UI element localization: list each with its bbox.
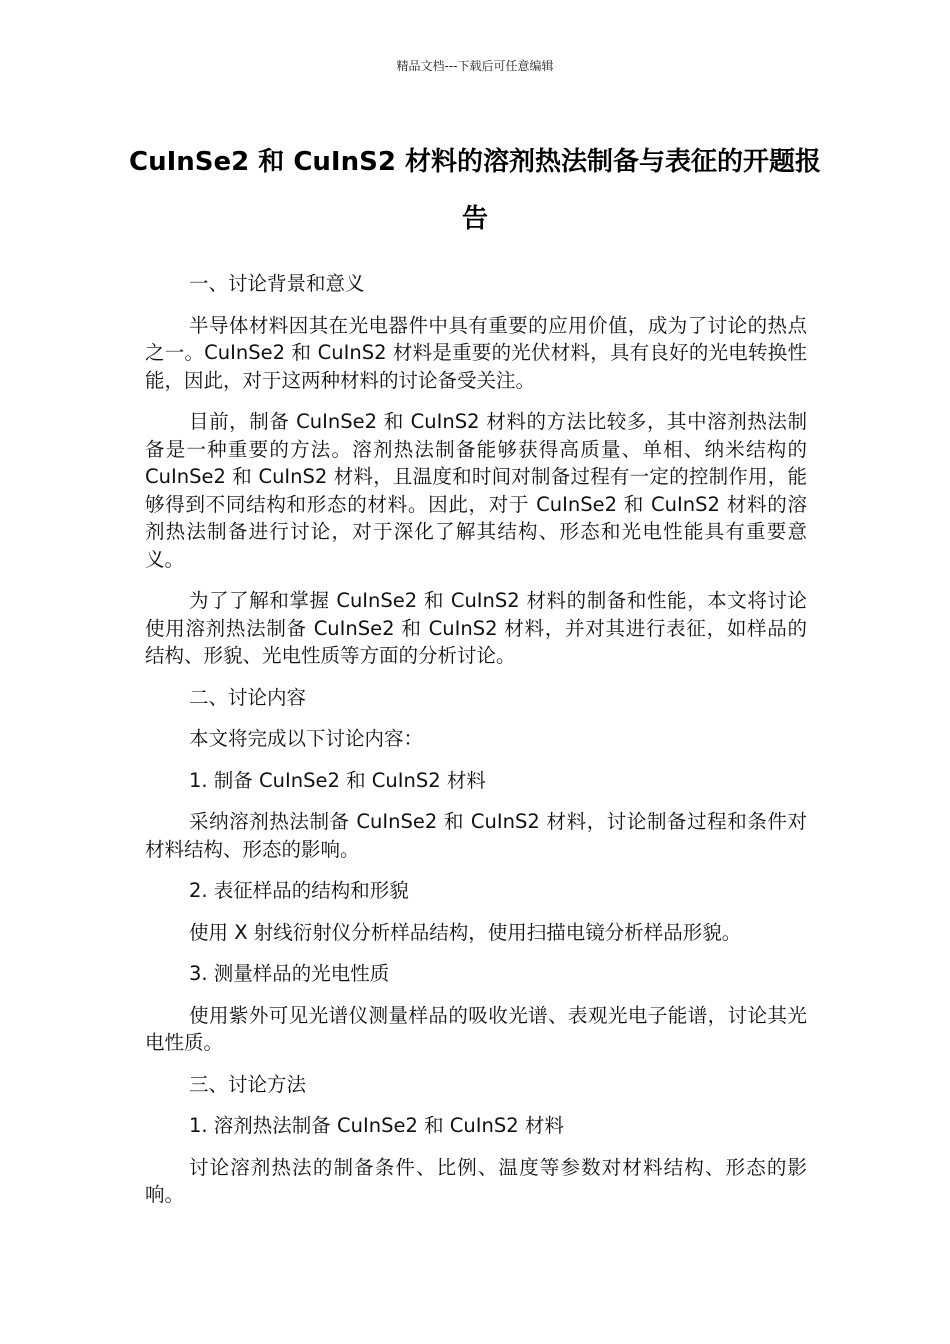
content-intro: 本文将完成以下讨论内容： [189,727,424,750]
paragraph: 为了了解和掌握 CuInSe2 和 CuInS2 材料的制备和性能，本文将讨论使用溶剂热法制备 CuInSe2 和 CuInS2 材料，并对其进行表征，如样品的结构、形貌、光电性质等方面的分析讨论。 [145,589,807,667]
section-heading-background: 一、讨论背景和意义 [189,272,365,295]
list-item-title: 1. 溶剂热法制备 CuInSe2 和 CuInS2 材料 [189,1114,564,1137]
list-item-text: 使用 X 射线衍射仪分析样品结构，使用扫描电镜分析样品形貌。 [189,920,742,944]
list-item-title: 3. 测量样品的光电性质 [189,962,390,985]
list-item-text: 采纳溶剂热法制备 CuInSe2 和 CuInS2 材料，讨论制备过程和条件对材料结构、形态的影响。 [145,810,807,861]
list-item-text: 讨论溶剂热法的制备条件、比例、温度等参数对材料结构、形态的影响。 [145,1155,807,1206]
list-item-title: 2. 表征样品的结构和形貌 [189,879,409,902]
header-note: 精品文档---下载后可任意编辑 [396,59,554,73]
list-item-title: 1. 制备 CuInSe2 和 CuInS2 材料 [189,768,486,792]
section-heading-content: 二、讨论内容 [189,685,307,709]
section-heading-method: 三、讨论方法 [189,1072,307,1096]
list-item-text: 使用紫外可见光谱仪测量样品的吸收光谱、表观光电子能谱，讨论其光电性质。 [145,1003,807,1054]
paragraph: 目前，制备 CuInSe2 和 CuInS2 材料的方法比较多，其中溶剂热法制备是一种重要的方法。溶剂热法制备能够获得高质量、单相、纳米结构的 CuInSe2 和 CuInS2 材料，且温度和时间对制备过程有一定的控制作用，能够得到不同结构和形态的材料。因此，对于 CuInSe2 和 CuInS2 材料的溶剂热法制备进行讨论，对于深化了解其结构、形态和光电性能具有重要意义。 [145,410,807,571]
paragraph: 半导体材料因其在光电器件中具有重要的应用价值，成为了讨论的热点之一。CuInSe2 和 CuInS2 材料是重要的光伏材料，具有良好的光电转换性能，因此，对于这两种材料的讨论备受关注。 [145,313,807,392]
document-body [145,270,807,1209]
document-title: CuInSe2 和 CuInS2 材料的溶剂热法制备与表征的开题报告 [129,147,821,234]
